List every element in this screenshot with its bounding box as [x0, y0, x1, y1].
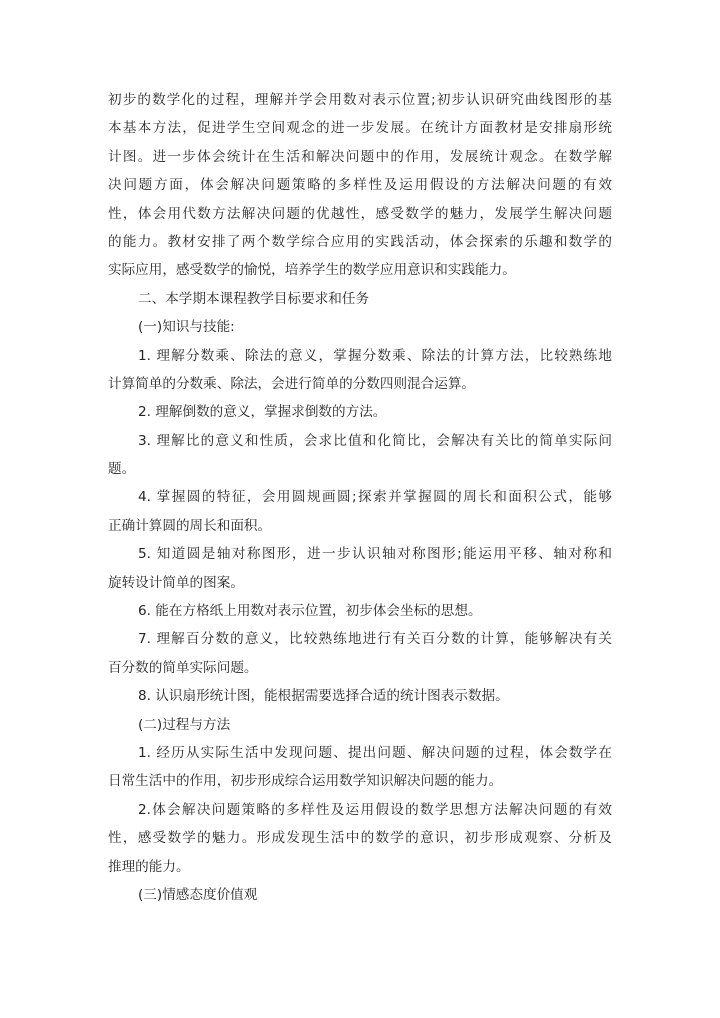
subsection-heading-text: (三)情感态度价值观 [138, 886, 258, 903]
text-line: 日常生活中的作用，初步形成综合运用数学知识解决问题的能力。 [108, 773, 503, 790]
subsection-heading-process [108, 711, 612, 739]
text-line: 决问题方面，体会解决问题策略的多样性及运用假设的方法解决问题的有效 [108, 177, 612, 194]
list-item [108, 739, 612, 796]
text-line: 题。 [108, 461, 136, 478]
text-column [108, 86, 612, 909]
text-line: 1. 理解分数乘、除法的意义，掌握分数乘、除法的计算方法，比较熟练地 [138, 347, 612, 364]
text-line: 实际应用，感受数学的愉悦，培养学生的数学应用意识和实践能力。 [108, 262, 516, 279]
text-line: 性，体会用代数方法解决问题的优越性，感受数学的魅力，发展学生解决问题 [108, 205, 612, 222]
list-item [108, 597, 612, 625]
section-heading-text: 二、本学期本课程教学目标要求和任务 [138, 290, 370, 307]
text-line: 本基本方法，促进学生空间观念的进一步发展。在统计方面教材是安排扇形统 [108, 120, 612, 137]
text-line: 计算简单的分数乘、除法，会进行简单的分数四则混合运算。 [108, 375, 476, 392]
text-line: 推理的能力。 [108, 858, 190, 875]
text-line: 旋转设计简单的图案。 [108, 574, 244, 591]
text-line: 性，感受数学的魅力。形成发现生活中的数学的意识，初步形成观察、分析及 [108, 830, 612, 847]
text-line: 7. 理解百分数的意义，比较熟练地进行有关百分数的计算，能够解决有关 [138, 631, 612, 648]
text-line: 初步的数学化的过程，理解并学会用数对表示位置;初步认识研究曲线图形的基 [108, 92, 612, 108]
list-item [108, 483, 612, 540]
text-line: 1. 经历从实际生活中发现问题、提出问题、解决问题的过程，体会数学在 [138, 744, 612, 761]
list-item [108, 625, 612, 682]
text-line: 2.体会解决问题策略的多样性及运用假设的数学思想方法解决问题的有效 [138, 801, 612, 818]
subsection-heading-attitude [108, 881, 612, 909]
text-line: 2. 理解倒数的意义，掌握求倒数的方法。 [138, 404, 387, 421]
list-item [108, 540, 612, 597]
text-line: 计图。进一步体会统计在生活和解决问题中的作用，发展统计观念。在数学解 [108, 148, 612, 165]
text-line: 正确计算圆的周长和面积。 [108, 517, 272, 534]
subsection-heading-knowledge [108, 313, 612, 341]
section-heading [108, 285, 612, 313]
text-line: 4. 掌握圆的特征，会用圆规画圆;探索并掌握圆的周长和面积公式，能够 [138, 489, 612, 506]
text-line: 的能力。教材安排了两个数学综合应用的实践活动，体会探索的乐趣和数学的 [108, 233, 612, 250]
text-line: 3. 理解比的意义和性质，会求比值和化简比，会解决有关比的简单实际问 [138, 432, 612, 449]
list-item [108, 682, 612, 710]
paragraph-intro-continuation [108, 86, 612, 285]
text-line: 6. 能在方格纸上用数对表示位置，初步体会坐标的思想。 [138, 603, 482, 620]
text-line: 8. 认识扇形统计图，能根据需要选择合适的统计图表示数据。 [138, 688, 509, 705]
list-item [108, 796, 612, 881]
list-item [108, 398, 612, 426]
text-line: 百分数的简单实际问题。 [108, 659, 258, 676]
list-item [108, 342, 612, 399]
subsection-heading-text: (一)知识与技能: [138, 319, 235, 336]
list-item [108, 427, 612, 484]
text-line: 5. 知道圆是轴对称图形，进一步认识轴对称图形;能运用平移、轴对称和 [138, 546, 612, 563]
subsection-heading-text: (二)过程与方法 [138, 716, 231, 733]
